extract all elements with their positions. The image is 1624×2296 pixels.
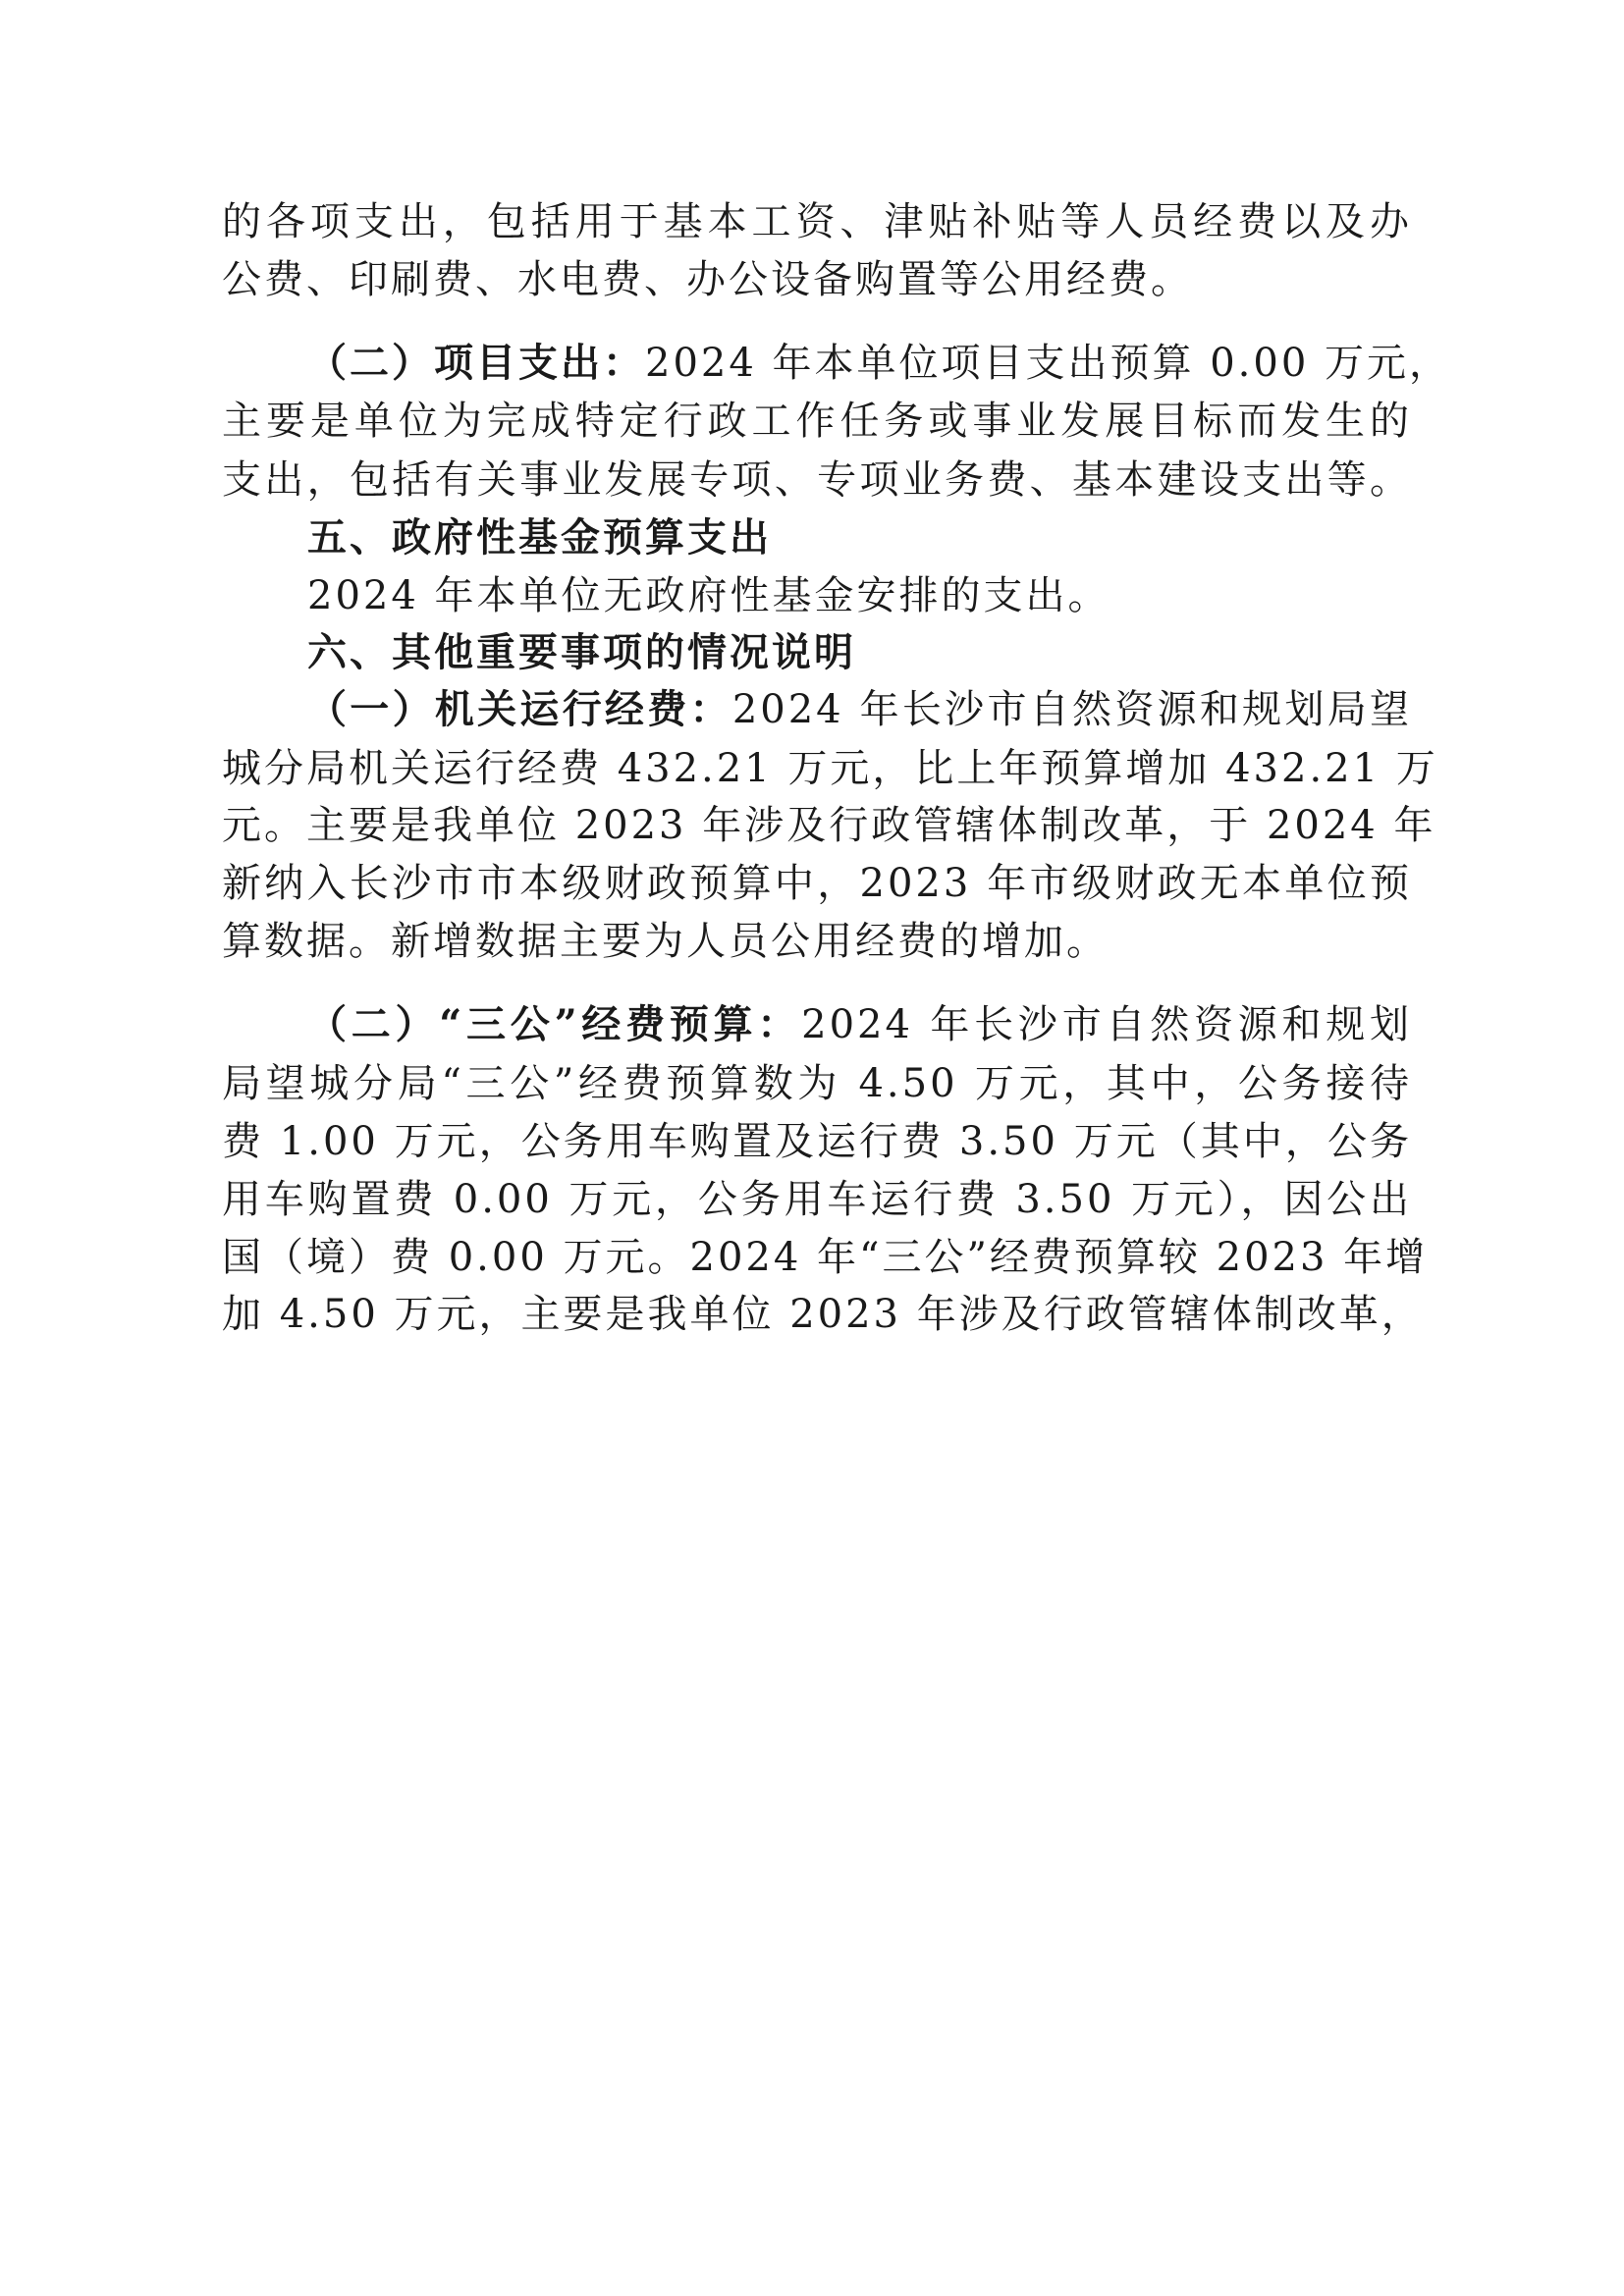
paragraph-line: 用车购置费 0.00 万元，公务用车运行费 3.50 万元），因公出: [222, 1177, 1412, 1222]
paragraph-line: 算数据。新增数据主要为人员公用经费的增加。: [222, 919, 1109, 964]
paragraph-text: 2024 年本单位项目支出预算 0.00 万元，: [645, 341, 1452, 386]
paragraph-line: 城分局机关运行经费 432.21 万元，比上年预算增加 432.21 万: [222, 746, 1438, 791]
paragraph-line: 局望城分局“三公”经费预算数为 4.50 万元，其中，公务接待: [222, 1061, 1412, 1106]
paragraph-line: [307, 334, 1452, 393]
paragraph-line: 元。主要是我单位 2023 年涉及行政管辖体制改革，于 2024 年: [222, 803, 1436, 848]
paragraph-line: 费 1.00 万元，公务用车购置及运行费 3.50 万元（其中，公务: [222, 1119, 1412, 1164]
paragraph-text: 2024 年长沙市自然资源和规划局望: [731, 687, 1413, 732]
section-lead-project: （二）项目支出：: [307, 340, 645, 386]
paragraph-line: 公费、印刷费、水电费、办公设备购置等公用经费。: [222, 257, 1193, 302]
paragraph-line: [307, 995, 1412, 1054]
paragraph-line: [307, 680, 1412, 739]
section-heading: 五、政府性基金预算支出: [307, 515, 772, 561]
section-lead-three-public: （二）“三公”经费预算：: [307, 1001, 802, 1047]
paragraph-line: 国（境）费 0.00 万元。2024 年“三公”经费预算较 2023 年增: [222, 1235, 1429, 1280]
paragraph-line: 的各项支出，包括用于基本工资、津贴补贴等人员经费以及办: [222, 199, 1412, 244]
paragraph-line: 加 4.50 万元，主要是我单位 2023 年涉及行政管辖体制改革，: [222, 1292, 1424, 1337]
paragraph-line: 2024 年本单位无政府性基金安排的支出。: [307, 573, 1110, 618]
paragraph-line: 新纳入长沙市市本级财政预算中，2023 年市级财政无本单位预: [222, 861, 1412, 906]
paragraph-line: 支出，包括有关事业发展专项、专项业务费、基本建设支出等。: [222, 457, 1412, 503]
section-heading: 六、其他重要事项的情况说明: [307, 630, 856, 675]
paragraph-line: 主要是单位为完成特定行政工作任务或事业发展目标而发生的: [222, 399, 1412, 444]
section-lead-operating: （一）机关运行经费：: [307, 686, 732, 732]
paragraph-text: 2024 年长沙市自然资源和规划: [801, 1002, 1413, 1047]
